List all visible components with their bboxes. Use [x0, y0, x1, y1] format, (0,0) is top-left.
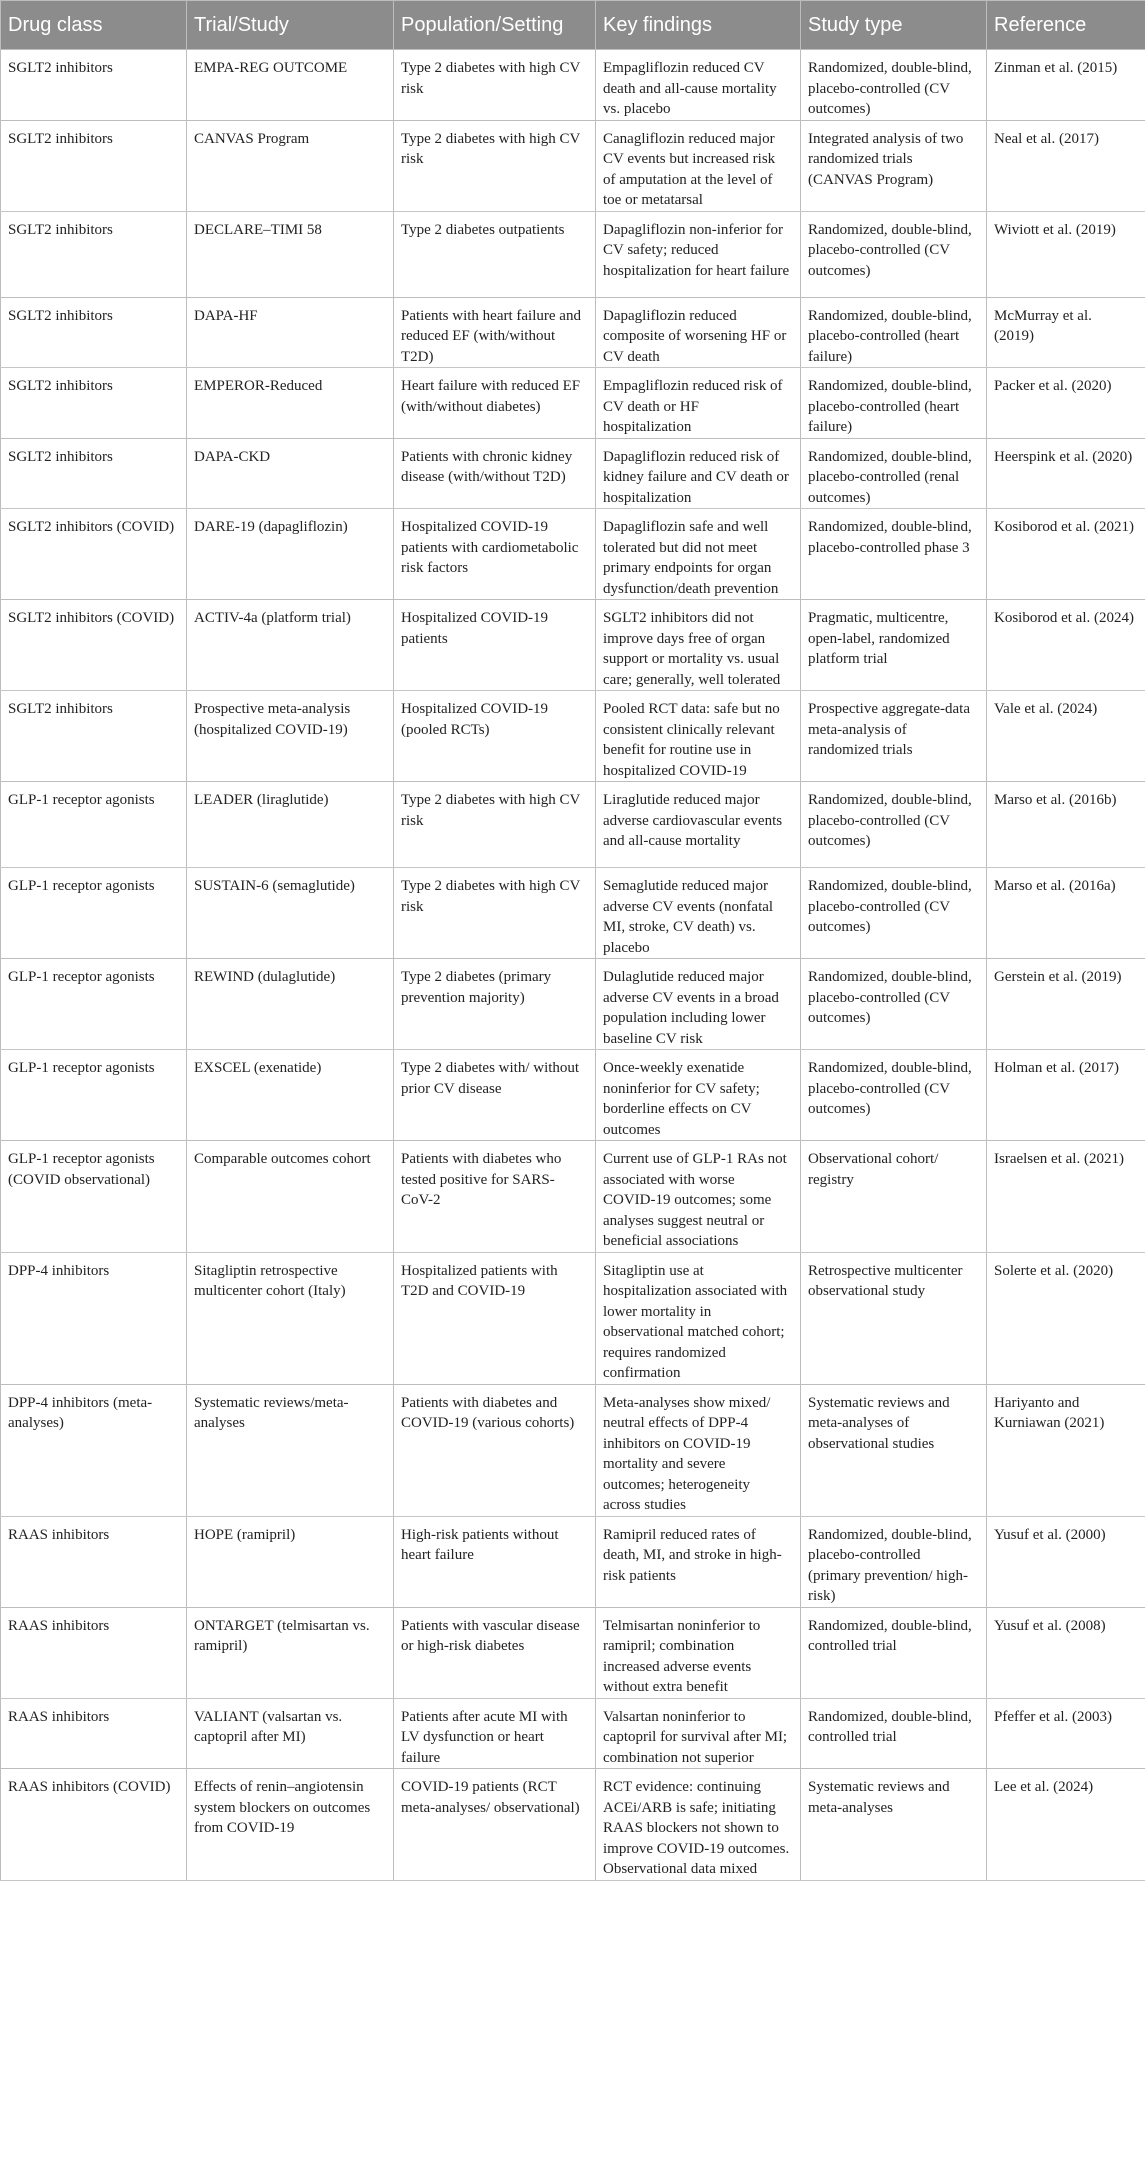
cell-key-findings: Sitagliptin use at hospitalization associated with lower mortality in observational matched cohort; requires randomized confirmation: [596, 1252, 801, 1384]
cell-key-findings: Semaglutide reduced major adverse CV events (nonfatal MI, stroke, CV death) vs. placebo: [596, 868, 801, 959]
cell-study-type: Retrospective multicenter observational study: [801, 1252, 987, 1384]
cell-key-findings: Ramipril reduced rates of death, MI, and stroke in high-risk patients: [596, 1516, 801, 1607]
cell-key-findings: RCT evidence: continuing ACEi/ARB is safe; initiating RAAS blockers not shown to improve COVID-19 outcomes. Observational data mixed: [596, 1769, 801, 1881]
header-trial-study: Trial/Study: [187, 1, 394, 50]
cell-reference: Neal et al. (2017): [987, 120, 1145, 211]
cell-population-setting: Patients with diabetes who tested positive for SARS-CoV-2: [394, 1141, 596, 1253]
cell-drug-class: SGLT2 inhibitors: [1, 368, 187, 439]
cell-reference: Wiviott et al. (2019): [987, 211, 1145, 297]
table-row: [1, 1252, 1145, 1384]
table-row: [1, 691, 1145, 782]
cell-drug-class: DPP-4 inhibitors: [1, 1252, 187, 1384]
cell-population-setting: Type 2 diabetes with high CV risk: [394, 782, 596, 868]
cell-key-findings: SGLT2 inhibitors did not improve days free of organ support or mortality vs. usual care; generally, well tolerated: [596, 600, 801, 691]
cell-study-type: Randomized, double-blind, placebo-controlled (CV outcomes): [801, 868, 987, 959]
table-row: [1, 1698, 1145, 1769]
cell-population-setting: Hospitalized COVID-19 (pooled RCTs): [394, 691, 596, 782]
cell-drug-class: SGLT2 inhibitors: [1, 297, 187, 368]
cell-reference: Gerstein et al. (2019): [987, 959, 1145, 1050]
cell-reference: McMurray et al. (2019): [987, 297, 1145, 368]
table-row: [1, 1607, 1145, 1698]
cell-drug-class: SGLT2 inhibitors: [1, 438, 187, 509]
table-row: [1, 1384, 1145, 1516]
cell-study-type: Randomized, double-blind, placebo-controlled (CV outcomes): [801, 1050, 987, 1141]
cell-population-setting: Hospitalized patients with T2D and COVID-19: [394, 1252, 596, 1384]
cell-reference: Zinman et al. (2015): [987, 50, 1145, 121]
cell-drug-class: SGLT2 inhibitors: [1, 50, 187, 121]
cell-study-type: Randomized, double-blind, controlled trial: [801, 1698, 987, 1769]
cell-study-type: Randomized, double-blind, placebo-controlled (CV outcomes): [801, 959, 987, 1050]
cell-trial-study: DAPA-HF: [187, 297, 394, 368]
table-row: [1, 959, 1145, 1050]
cell-population-setting: Patients with vascular disease or high-risk diabetes: [394, 1607, 596, 1698]
cell-population-setting: COVID-19 patients (RCT meta-analyses/ observational): [394, 1769, 596, 1881]
cell-drug-class: SGLT2 inhibitors: [1, 691, 187, 782]
cell-drug-class: RAAS inhibitors: [1, 1516, 187, 1607]
cell-study-type: Randomized, double-blind, placebo-controlled (CV outcomes): [801, 211, 987, 297]
cell-key-findings: Dapagliflozin non-inferior for CV safety; reduced hospitalization for heart failure: [596, 211, 801, 297]
cell-population-setting: Heart failure with reduced EF (with/without diabetes): [394, 368, 596, 439]
cell-trial-study: Effects of renin–angiotensin system blockers on outcomes from COVID-19: [187, 1769, 394, 1881]
cell-trial-study: ONTARGET (telmisartan vs. ramipril): [187, 1607, 394, 1698]
cell-trial-study: SUSTAIN-6 (semaglutide): [187, 868, 394, 959]
cell-trial-study: DECLARE–TIMI 58: [187, 211, 394, 297]
table-row: [1, 1141, 1145, 1253]
cell-reference: Yusuf et al. (2000): [987, 1516, 1145, 1607]
header-row: [1, 1, 1145, 50]
cell-key-findings: Dulaglutide reduced major adverse CV events in a broad population including lower baseline CV risk: [596, 959, 801, 1050]
cell-key-findings: Dapagliflozin reduced risk of kidney failure and CV death or hospitalization: [596, 438, 801, 509]
header-reference: Reference: [987, 1, 1145, 50]
header-study-type: Study type: [801, 1, 987, 50]
cell-population-setting: Hospitalized COVID-19 patients with cardiometabolic risk factors: [394, 509, 596, 600]
cell-reference: Packer et al. (2020): [987, 368, 1145, 439]
table-row: [1, 368, 1145, 439]
cell-trial-study: HOPE (ramipril): [187, 1516, 394, 1607]
cell-key-findings: Meta-analyses show mixed/ neutral effects of DPP-4 inhibitors on COVID-19 mortality and severe outcomes; heterogeneity across studies: [596, 1384, 801, 1516]
cell-key-findings: Liraglutide reduced major adverse cardiovascular events and all-cause mortality: [596, 782, 801, 868]
cell-study-type: Randomized, double-blind, placebo-controlled (renal outcomes): [801, 438, 987, 509]
cell-drug-class: SGLT2 inhibitors (COVID): [1, 509, 187, 600]
cell-population-setting: High-risk patients without heart failure: [394, 1516, 596, 1607]
header-drug-class: Drug class: [1, 1, 187, 50]
cell-key-findings: Pooled RCT data: safe but no consistent clinically relevant benefit for routine use in hospitalized COVID-19: [596, 691, 801, 782]
cell-study-type: Randomized, double-blind, placebo-controlled (heart failure): [801, 297, 987, 368]
cell-reference: Marso et al. (2016a): [987, 868, 1145, 959]
table-row: [1, 782, 1145, 868]
cell-reference: Yusuf et al. (2008): [987, 1607, 1145, 1698]
cell-population-setting: Type 2 diabetes outpatients: [394, 211, 596, 297]
cell-study-type: Randomized, double-blind, controlled trial: [801, 1607, 987, 1698]
cell-study-type: Systematic reviews and meta-analyses of observational studies: [801, 1384, 987, 1516]
cell-reference: Lee et al. (2024): [987, 1769, 1145, 1881]
cell-population-setting: Hospitalized COVID-19 patients: [394, 600, 596, 691]
cell-trial-study: LEADER (liraglutide): [187, 782, 394, 868]
cell-trial-study: DARE-19 (dapagliflozin): [187, 509, 394, 600]
cell-key-findings: Valsartan noninferior to captopril for survival after MI; combination not superior: [596, 1698, 801, 1769]
cell-drug-class: SGLT2 inhibitors: [1, 120, 187, 211]
cell-trial-study: DAPA-CKD: [187, 438, 394, 509]
cell-study-type: Randomized, double-blind, placebo-controlled (primary prevention/ high-risk): [801, 1516, 987, 1607]
cell-trial-study: EMPA-REG OUTCOME: [187, 50, 394, 121]
cell-reference: Israelsen et al. (2021): [987, 1141, 1145, 1253]
table-row: [1, 868, 1145, 959]
table-row: [1, 297, 1145, 368]
cell-reference: Marso et al. (2016b): [987, 782, 1145, 868]
cell-reference: Kosiborod et al. (2024): [987, 600, 1145, 691]
cell-drug-class: SGLT2 inhibitors (COVID): [1, 600, 187, 691]
cell-study-type: Randomized, double-blind, placebo-controlled (CV outcomes): [801, 782, 987, 868]
header-population-setting: Population/Setting: [394, 1, 596, 50]
table-row: [1, 1769, 1145, 1881]
cell-reference: Kosiborod et al. (2021): [987, 509, 1145, 600]
cell-key-findings: Dapagliflozin reduced composite of worsening HF or CV death: [596, 297, 801, 368]
cell-trial-study: Sitagliptin retrospective multicenter cohort (Italy): [187, 1252, 394, 1384]
table-row: [1, 600, 1145, 691]
cell-study-type: Randomized, double-blind, placebo-controlled (heart failure): [801, 368, 987, 439]
cell-population-setting: Patients with chronic kidney disease (with/without T2D): [394, 438, 596, 509]
cell-trial-study: EXSCEL (exenatide): [187, 1050, 394, 1141]
cell-trial-study: REWIND (dulaglutide): [187, 959, 394, 1050]
cell-reference: Vale et al. (2024): [987, 691, 1145, 782]
table-row: [1, 1050, 1145, 1141]
cell-study-type: Observational cohort/ registry: [801, 1141, 987, 1253]
cell-trial-study: CANVAS Program: [187, 120, 394, 211]
cell-trial-study: Systematic reviews/meta-analyses: [187, 1384, 394, 1516]
cell-drug-class: GLP-1 receptor agonists: [1, 868, 187, 959]
cell-drug-class: SGLT2 inhibitors: [1, 211, 187, 297]
cell-study-type: Randomized, double-blind, placebo-controlled (CV outcomes): [801, 50, 987, 121]
cell-population-setting: Type 2 diabetes with high CV risk: [394, 868, 596, 959]
cell-drug-class: RAAS inhibitors: [1, 1607, 187, 1698]
cell-reference: Pfeffer et al. (2003): [987, 1698, 1145, 1769]
cell-population-setting: Type 2 diabetes with/ without prior CV disease: [394, 1050, 596, 1141]
cell-key-findings: Canagliflozin reduced major CV events but increased risk of amputation at the level of toe or metatarsal: [596, 120, 801, 211]
cell-trial-study: Comparable outcomes cohort: [187, 1141, 394, 1253]
cell-key-findings: Dapagliflozin safe and well tolerated but did not meet primary endpoints for organ dysfunction/death prevention: [596, 509, 801, 600]
cell-study-type: Integrated analysis of two randomized trials (CANVAS Program): [801, 120, 987, 211]
cell-population-setting: Patients after acute MI with LV dysfunction or heart failure: [394, 1698, 596, 1769]
table-row: [1, 1516, 1145, 1607]
cell-study-type: Prospective aggregate-data meta-analysis of randomized trials: [801, 691, 987, 782]
cell-population-setting: Type 2 diabetes (primary prevention majority): [394, 959, 596, 1050]
cell-drug-class: RAAS inhibitors (COVID): [1, 1769, 187, 1881]
cell-drug-class: RAAS inhibitors: [1, 1698, 187, 1769]
table-header: [1, 1, 1145, 50]
cell-key-findings: Telmisartan noninferior to ramipril; combination increased adverse events without extra benefit: [596, 1607, 801, 1698]
cell-study-type: Pragmatic, multicentre, open-label, randomized platform trial: [801, 600, 987, 691]
cell-population-setting: Type 2 diabetes with high CV risk: [394, 120, 596, 211]
cell-reference: Holman et al. (2017): [987, 1050, 1145, 1141]
cell-drug-class: DPP-4 inhibitors (meta-analyses): [1, 1384, 187, 1516]
table-row: [1, 438, 1145, 509]
cell-population-setting: Type 2 diabetes with high CV risk: [394, 50, 596, 121]
cell-key-findings: Empagliflozin reduced CV death and all-cause mortality vs. placebo: [596, 50, 801, 121]
cell-trial-study: Prospective meta-analysis (hospitalized COVID-19): [187, 691, 394, 782]
cell-drug-class: GLP-1 receptor agonists (COVID observational): [1, 1141, 187, 1253]
cell-drug-class: GLP-1 receptor agonists: [1, 1050, 187, 1141]
table-row: [1, 120, 1145, 211]
cell-population-setting: Patients with heart failure and reduced EF (with/without T2D): [394, 297, 596, 368]
table-row: [1, 50, 1145, 121]
cell-drug-class: GLP-1 receptor agonists: [1, 959, 187, 1050]
cell-trial-study: ACTIV-4a (platform trial): [187, 600, 394, 691]
table-row: [1, 211, 1145, 297]
cell-trial-study: VALIANT (valsartan vs. captopril after MI): [187, 1698, 394, 1769]
table-body: [1, 50, 1145, 1881]
table-row: [1, 509, 1145, 600]
cell-key-findings: Current use of GLP-1 RAs not associated with worse COVID-19 outcomes; some analyses suggest neutral or beneficial associations: [596, 1141, 801, 1253]
cell-population-setting: Patients with diabetes and COVID-19 (various cohorts): [394, 1384, 596, 1516]
cell-study-type: Systematic reviews and meta-analyses: [801, 1769, 987, 1881]
cell-key-findings: Empagliflozin reduced risk of CV death or HF hospitalization: [596, 368, 801, 439]
cell-study-type: Randomized, double-blind, placebo-controlled phase 3: [801, 509, 987, 600]
cell-reference: Solerte et al. (2020): [987, 1252, 1145, 1384]
header-key-findings: Key findings: [596, 1, 801, 50]
cell-drug-class: GLP-1 receptor agonists: [1, 782, 187, 868]
cell-reference: Hariyanto and Kurniawan (2021): [987, 1384, 1145, 1516]
cell-trial-study: EMPEROR-Reduced: [187, 368, 394, 439]
cell-reference: Heerspink et al. (2020): [987, 438, 1145, 509]
cell-key-findings: Once-weekly exenatide noninferior for CV safety; borderline effects on CV outcomes: [596, 1050, 801, 1141]
